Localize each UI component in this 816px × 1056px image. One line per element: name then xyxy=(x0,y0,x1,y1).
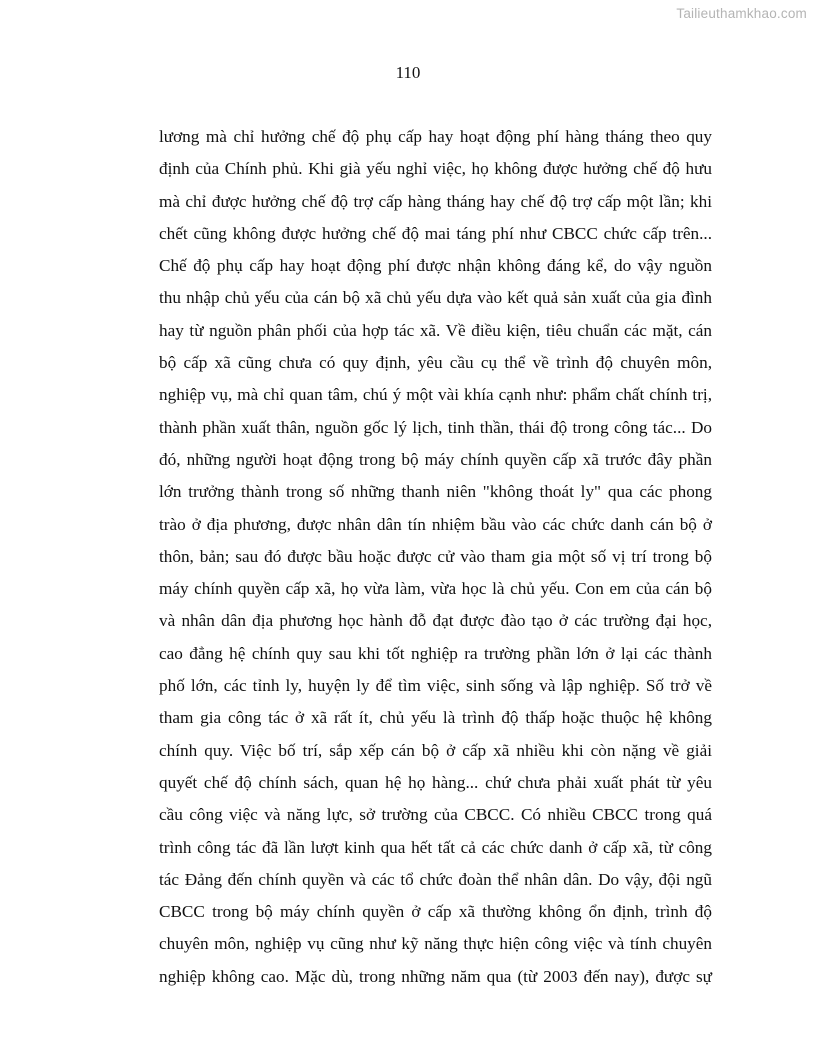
text-line: thu nhập chủ yếu của cán bộ xã chủ yếu dựa vào kết quả sản xuất của gia đình xyxy=(159,288,712,308)
text-line: chính quy. Việc bố trí, sắp xếp cán bộ ở cấp xã nhiều khi còn nặng về giải xyxy=(159,740,712,760)
text-line: trào ở địa phương, được nhân dân tín nhiệm bầu vào các chức danh cán bộ ở xyxy=(159,514,712,534)
text-line: phố lớn, các tỉnh ly, huyện ly để tìm việc, sinh sống và lập nghiệp. Số trở về xyxy=(159,676,712,696)
text-line: lớn trưởng thành trong số những thanh niên "không thoát ly" qua các phong xyxy=(159,482,712,502)
text-line: nghiệp vụ, mà chỉ quan tâm, chú ý một vài khía cạnh như: phẩm chất chính trị, xyxy=(159,385,712,405)
text-line: mà chỉ được hưởng chế độ trợ cấp hàng tháng hay chế độ trợ cấp một lần; khi xyxy=(159,191,712,211)
text-line: cầu công việc và năng lực, sở trường của CBCC. Có nhiều CBCC trong quá xyxy=(159,805,712,825)
text-line: thành phần xuất thân, nguồn gốc lý lịch, tinh thần, thái độ trong công tác... Do xyxy=(159,417,712,437)
text-line: CBCC trong bộ máy chính quyền ở cấp xã thường không ổn định, trình độ xyxy=(159,902,712,922)
page-number: 110 xyxy=(395,63,421,82)
text-line: nghiệp không cao. Mặc dù, trong những năm qua (từ 2003 đến nay), được sự xyxy=(159,966,712,986)
text-line: bộ cấp xã cũng chưa có quy định, yêu cầu cụ thể về trình độ chuyên môn, xyxy=(159,353,712,373)
text-line: chuyên môn, nghiệp vụ cũng như kỹ năng thực hiện công việc và tính chuyên xyxy=(159,934,712,954)
text-line: quyết chế độ chính sách, quan hệ họ hàng... chứ chưa phải xuất phát từ yêu xyxy=(159,772,712,792)
text-line: Chế độ phụ cấp hay hoạt động phí được nhận không đáng kể, do vậy nguồn xyxy=(159,256,712,276)
text-line: chết cũng không được hưởng chế độ mai táng phí như CBCC chức cấp trên... xyxy=(159,223,712,243)
text-line: tham gia công tác ở xã rất ít, chủ yếu là trình độ thấp hoặc thuộc hệ không xyxy=(159,708,712,728)
text-line: trình công tác đã lần lượt kinh qua hết tất cả các chức danh ở cấp xã, từ công xyxy=(159,837,712,857)
text-line: máy chính quyền cấp xã, họ vừa làm, vừa học là chủ yếu. Con em của cán bộ xyxy=(159,579,712,599)
text-line: thôn, bản; sau đó được bầu hoặc được cử vào tham gia một số vị trí trong bộ xyxy=(159,546,712,566)
text-line: định của Chính phủ. Khi già yếu nghỉ việc, họ không được hưởng chế độ hưu xyxy=(159,159,712,179)
text-line: và nhân dân địa phương học hành đỗ đạt được đào tạo ở các trường đại học, xyxy=(159,611,712,631)
text-line: đó, những người hoạt động trong bộ máy chính quyền cấp xã trước đây phần xyxy=(159,449,712,469)
body-paragraph xyxy=(159,121,712,993)
text-line: hay từ nguồn phân phối của hợp tác xã. Về điều kiện, tiêu chuẩn các mặt, cán xyxy=(159,320,712,340)
watermark-text: Tailieuthamkhao.com xyxy=(676,6,807,21)
text-line: lương mà chỉ hưởng chế độ phụ cấp hay hoạt động phí hàng tháng theo quy xyxy=(159,127,712,146)
text-line: cao đẳng hệ chính quy sau khi tốt nghiệp ra trường phần lớn ở lại các thành xyxy=(159,643,712,663)
text-line: tác Đảng đến chính quyền và các tổ chức đoàn thể nhân dân. Do vậy, đội ngũ xyxy=(159,869,712,889)
